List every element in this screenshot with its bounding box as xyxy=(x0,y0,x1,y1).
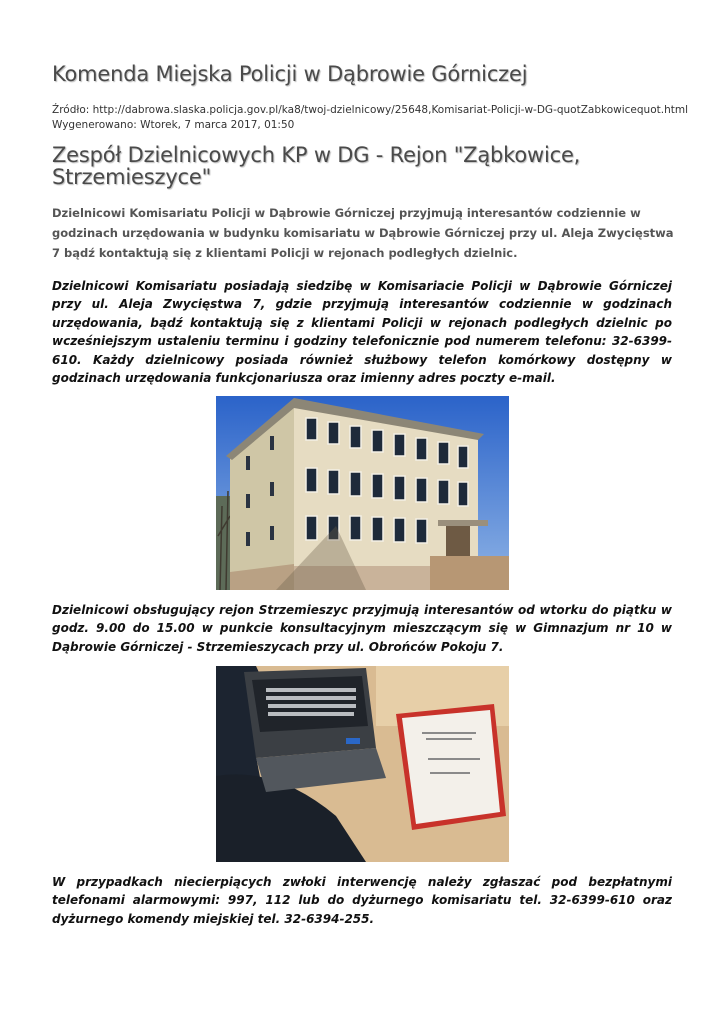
article-lead: Dzielnicowi Komisariatu Policji w Dąbrowie Górniczej przyjmują interesantów codziennie w godzinach urzędowania w budynku komisariatu w Dąbrowie Górniczej przy ul. Aleja Zwycięstwa 7 bądź kontaktują się z klientami Policji w rejonach podległych dzielnic. xyxy=(52,206,674,260)
paragraph-strzemieszyce: Dzielnicowi obsługujący rejon Strzemieszyc przyjmują interesantów od wtorku do piątku w godz. 9.00 do 15.00 w punkcie konsultacyjnym mieszczącym się w Gimnazjum nr 10 w Dąbrowie Górniczej - Strzemieszycach przy ul. Obrońców Pokoju 7. xyxy=(52,603,672,654)
paragraph-headquarters: Dzielnicowi Komisariatu posiadają siedzibę w Komisariacie Policji w Dąbrowie Górniczej przy ul. Aleja Zwycięstwa 7, gdzie przyjmują interesantów codziennie w godzinach urzędowania, bądź kontaktują się z klientami Policji w rejonach podległych dzielnic po wcześniejszym ustaleniu terminu i godziny telefonicznie pod numerem telefonu: 32-6399-610. Każdy dzielnicowy posiada również służbowy telefon komórkowy dostępny w godzinach urzędowania funkcjonariusza oraz imienny adres poczty e-mail. xyxy=(52,279,672,386)
generated-line: Wygenerowano: Wtorek, 7 marca 2017, 01:50 xyxy=(52,119,295,131)
document-meta xyxy=(52,103,688,133)
police-station-building-photo xyxy=(216,396,509,590)
paragraph-emergency: W przypadkach niecierpiących zwłoki interwencję należy zgłaszać pod bezpłatnymi telefonami alarmowymi: 997, 112 lub do dyżurnego komisariatu tel. 32-6399-610 oraz dyżurnego komendy miejskiej tel. 32-6394-255. xyxy=(52,875,672,926)
organization-title: Komenda Miejska Policji w Dąbrowie Górniczej xyxy=(52,62,528,86)
article-title: Zespół Dzielnicowych KP w DG - Rejon "Ząbkowice, Strzemieszyce" xyxy=(52,143,581,189)
source-line: Źródło: http://dabrowa.slaska.policja.gov.pl/ka8/twoj-dzielnicowy/25648,Komisariat-Policji-w-DG-quotZabkowicequot.html xyxy=(52,104,688,116)
laptop-and-documents-photo xyxy=(216,666,509,862)
